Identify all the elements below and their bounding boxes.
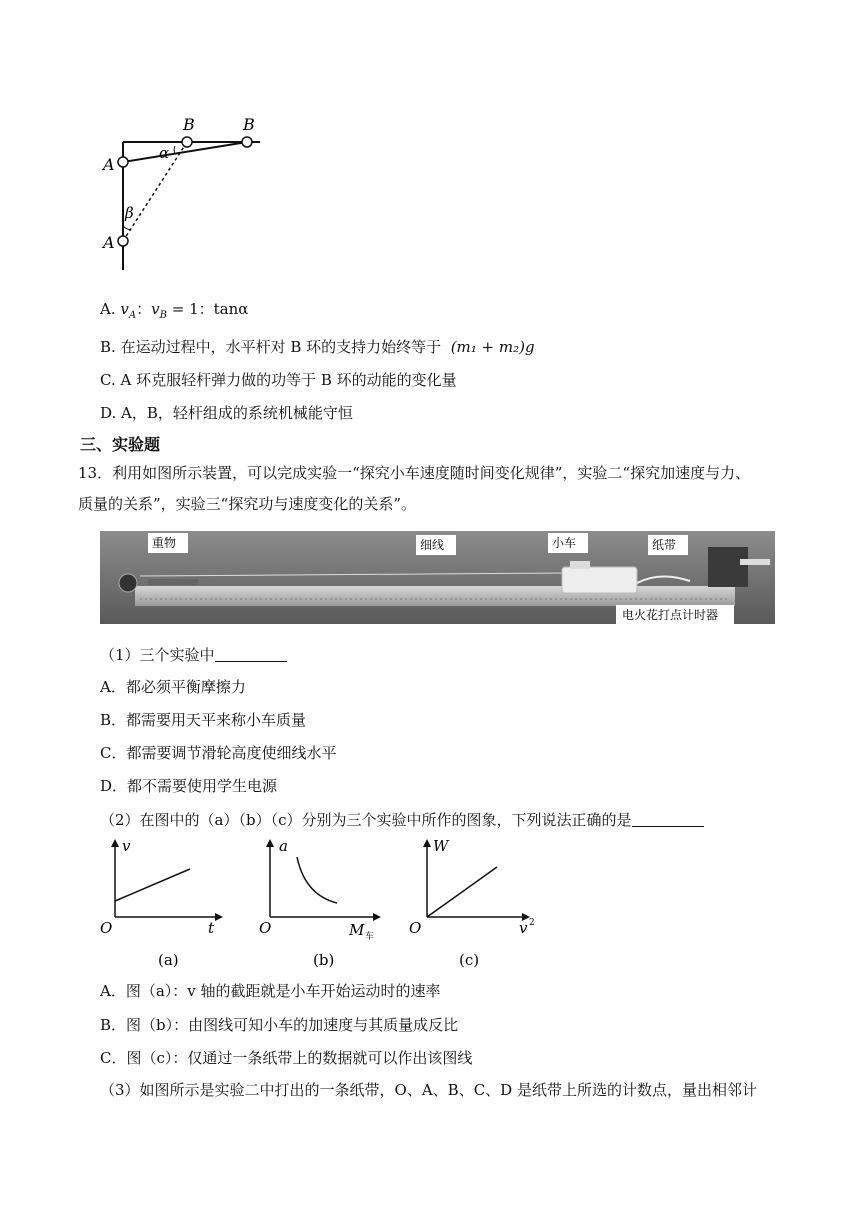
sub1-question: （1）三个实验中 — [100, 645, 287, 665]
sub1-option-b: B．都需要用天平来称小车质量 — [100, 711, 307, 729]
graph-b — [255, 835, 395, 970]
graph-a-caption: (a) — [158, 951, 179, 969]
graph-c-y: W — [433, 837, 449, 855]
graph-c-caption: (c) — [459, 951, 480, 969]
label-string: 细线 — [420, 538, 445, 552]
sub2-option-c: C．图（c）：仅通过一条纸带上的数据就可以作出该图线 — [100, 1049, 473, 1067]
label-weight: 重物 — [152, 536, 177, 550]
label-b1: B — [183, 115, 195, 134]
option-b-top: B. 在运动过程中，水平杆对 B 环的支持力始终等于 (m₁ + m₂)g — [100, 338, 535, 356]
option-a-top: A. $v_A$：$v_B = 1$：tanα — [100, 300, 249, 321]
option-d-top: D. A，B，轻杆组成的系统机械能守恒 — [100, 404, 353, 422]
label-timer: 电火花打点计时器 — [622, 608, 719, 622]
graph-b-x: M — [349, 921, 365, 939]
sub2-option-a: A．图（a）：v 轴的截距就是小车开始运动时的速率 — [100, 982, 441, 1000]
apparatus-photo — [100, 531, 775, 624]
label-b2: B — [243, 115, 255, 134]
sub3-question: （3）如图所示是实验二中打出的一条纸带，O、A、B、C、D 是纸带上所选的计数点，量出相邻计 — [100, 1081, 757, 1099]
q13-line2: 质量的关系”，实验三“探究功与速度变化的关系”。 — [78, 495, 417, 513]
graph-a-y: v — [122, 837, 131, 855]
label-a2: A — [103, 233, 115, 252]
label-tape: 纸带 — [652, 538, 677, 552]
label-a1: A — [103, 155, 115, 174]
sub1-option-a: A．都必须平衡摩擦力 — [100, 678, 246, 696]
label-alpha: α — [159, 144, 170, 162]
option-c-top: C. A 环克服轻杆弹力做的功等于 B 环的动能的变化量 — [100, 371, 457, 389]
label-cart: 小车 — [552, 536, 577, 550]
graph-c-o: O — [409, 919, 422, 937]
sub2-question: （2）在图中的（a）（b）（c）分别为三个实验中所作的图象，下列说法正确的是 — [100, 810, 704, 830]
label-beta: β — [125, 204, 134, 222]
graph-c — [407, 835, 547, 970]
sub1-option-c: C．都需要调节滑轮高度使细线水平 — [100, 744, 337, 762]
sub2-option-b: B．图（b）：由图线可知小车的加速度与其质量成反比 — [100, 1016, 459, 1034]
section-title: 三、实验题 — [80, 435, 161, 454]
graph-a-x: t — [208, 919, 215, 937]
graph-a-o: O — [100, 919, 113, 937]
graph-c-xsup: 2 — [529, 918, 535, 928]
rod-ring-figure — [95, 110, 275, 275]
graph-b-o: O — [259, 919, 272, 937]
q13-line1: 13．利用如图所示装置，可以完成实验一“探究小车速度随时间变化规律”，实验二“探究加速度与力、 — [78, 464, 751, 482]
graph-b-y: a — [279, 837, 288, 855]
sub1-option-d: D．都不需要使用学生电源 — [100, 777, 278, 795]
answer-blank-2[interactable] — [632, 812, 704, 827]
graph-b-xsub: 车 — [365, 932, 375, 942]
answer-blank-1[interactable] — [215, 647, 287, 662]
graph-b-caption: (b) — [313, 951, 335, 969]
graph-a — [100, 835, 230, 970]
graph-c-x: v — [519, 919, 528, 937]
